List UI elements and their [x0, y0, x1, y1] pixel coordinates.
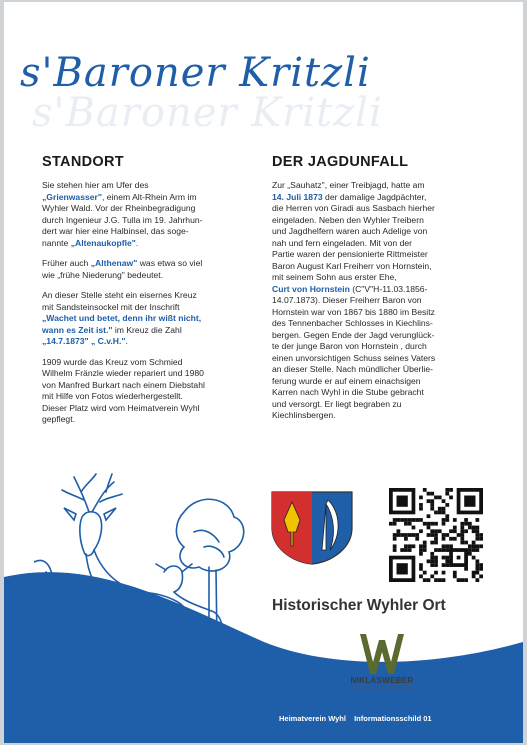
standort-paragraph-4: 1909 wurde das Kreuz vom Schmied Wilhelm Fränzle wieder repariert und 1980 von Manfred Burkart nach einem Diebstahl mit Hilfe von Fotos wiederhergestellt. Dieser Platz wird vom Heimatverein Wyhl gepflegt. [42, 356, 205, 424]
info-sign [4, 2, 523, 743]
footer [279, 714, 438, 723]
title-shadow: s'Baroner Kritzli [32, 90, 383, 136]
footer-organisation: Heimatverein Wyhl [279, 714, 346, 723]
historic-site-caption: Historischer Wyhler Ort [272, 597, 446, 614]
standort-text [42, 180, 252, 435]
brand-name: NIKLASWEBER [350, 676, 414, 685]
qr-code-icon [389, 488, 483, 582]
jagdunfall-heading: DER JAGDUNFALL [272, 154, 409, 170]
brand-logo-icon [356, 632, 408, 676]
jagdunfall-paragraph: Zur „Sauhatz", einer Treibjagd, hatte am 14. Juli 1873 der damalige Jagdpächter, die Herren von Giradi aus Sasbach hierher eingeladen. Neben den Wyhler Treibern und Jagdhelfern waren auch Adelige von nah und fern eingeladen. Mit von der Partie waren der pensionierte Rittmeister Baron August Karl Freiherr von Hornstein, mit seinem Sohn aus erster Ehe, Curt von Hornstein (C"V"H-11.03.1856- 14.07.1873). Dieser Freiherr Baron von Hornstein war von 1867 bis 1880 im Besitz des Tennenbacher Schlosses in Kiechlins- bergen. Gegen Ende der Jagd verunglück- te der junge Baron von Hornstein , durch einen unvorsichtigen Schuss seines Vaters an dieser Stelle. Nach mündlicher Überlie- ferung wurde er auf einem einachsigen Karren nach Wyhl in die Stube gebracht und versorgt. Er liegt begraben zu Kiechlinsbergen. [272, 180, 436, 420]
standort-heading: STANDORT [42, 154, 124, 170]
brand-subtitle: WERBETECHNIKMEISTEREI [352, 686, 412, 690]
footer-sign-number: Informationsschild 01 [354, 714, 432, 723]
standort-paragraph-1: Sie stehen hier am Ufer des „Grienwasser", einem Alt-Rhein Arm im Wyhler Wald. Vor der Rheinbegradigung durch Ingenieur J.G. Tulla im 19. Jahrhun- dert war hier eine Halbinsel, das soge- nannte „Altenaukopfle". [42, 180, 203, 248]
jagdunfall-text [272, 180, 492, 431]
standort-paragraph-3: An dieser Stelle steht ein eisernes Kreuz mit Sandsteinsockel mit der Inschrift „Wachet und betet, denn ihr wißt nicht, wann es Zeit ist." im Kreuz die Zahl „14.7.1873" „ C.v.H.". [42, 290, 202, 346]
deer-illustration [34, 472, 254, 717]
coat-of-arms-icon [270, 490, 354, 566]
standort-paragraph-2: Früher auch „Althenaw" was etwa so viel wie „frühe Niederung" bedeutet. [42, 258, 203, 280]
page-title: s'Baroner Kritzli [20, 50, 371, 96]
